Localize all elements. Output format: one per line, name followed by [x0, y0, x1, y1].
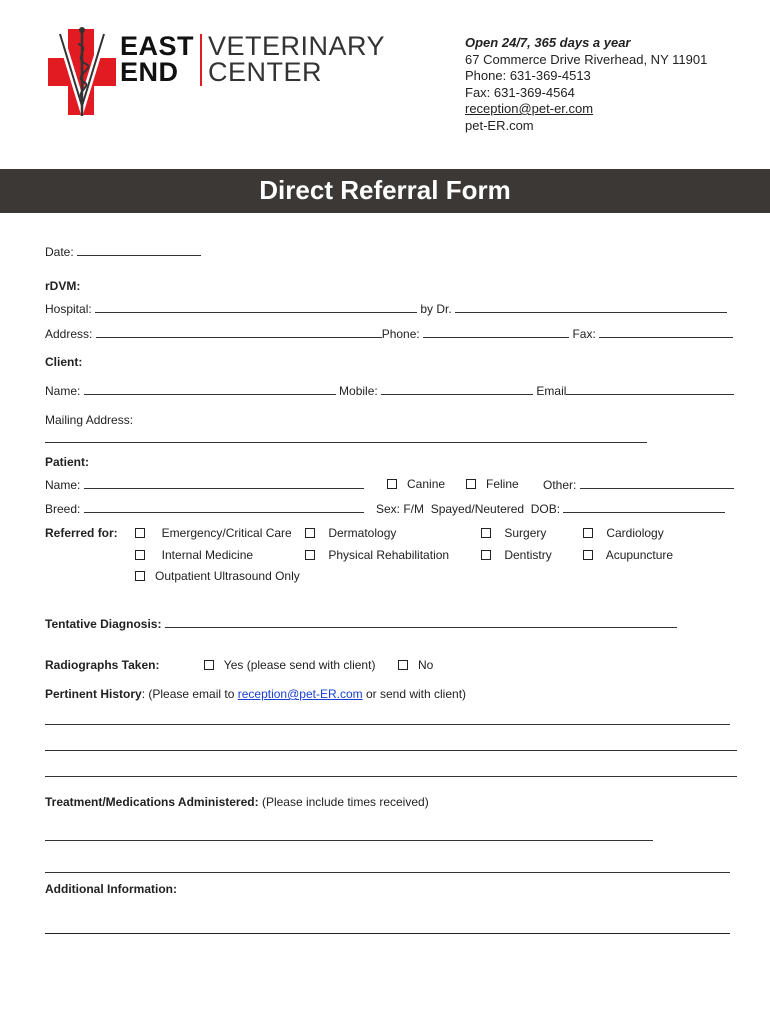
cardiology-checkbox[interactable] — [583, 528, 593, 538]
contact-fax: Fax: 631-369-4564 — [465, 84, 575, 100]
patient-name-field[interactable] — [84, 477, 364, 489]
rdvm-fax-label: Fax: — [572, 327, 596, 341]
page-title: Direct Referral Form — [259, 175, 511, 205]
radiographs-no-checkbox[interactable] — [398, 660, 408, 670]
physical-rehab-checkbox[interactable] — [305, 550, 315, 560]
other-field[interactable] — [580, 477, 734, 489]
contact-info — [465, 35, 707, 134]
history-row — [45, 687, 466, 701]
logo-divider — [200, 34, 202, 86]
rdvm-address-row — [45, 326, 733, 341]
hospital-field[interactable] — [95, 301, 417, 313]
client-email-label: Email — [536, 384, 567, 398]
option-internal-medicine — [135, 548, 253, 562]
dentistry-label: Dentistry — [504, 548, 552, 562]
breed-label: Breed: — [45, 502, 81, 516]
contact-web: pet-ER.com — [465, 117, 534, 133]
patient-name-label: Name: — [45, 478, 81, 492]
surgery-checkbox[interactable] — [481, 528, 491, 538]
feline-row — [466, 477, 519, 491]
rdvm-address-field[interactable] — [96, 326, 382, 338]
client-heading: Client: — [45, 355, 83, 369]
surgery-label: Surgery — [504, 526, 547, 540]
mailing-address-field[interactable] — [45, 431, 647, 443]
canine-label: Canine — [407, 477, 446, 491]
dermatology-checkbox[interactable] — [305, 528, 315, 538]
logo-word-center: CENTER — [208, 57, 323, 87]
radiographs-no-label: No — [418, 658, 434, 672]
radiographs-label: Radiographs Taken: — [45, 658, 160, 672]
other-row — [543, 477, 734, 492]
dentistry-checkbox[interactable] — [481, 550, 491, 560]
patient-breed-row — [45, 501, 364, 516]
diagnosis-row — [45, 616, 677, 631]
additional-info-line[interactable] — [45, 922, 730, 934]
history-label: Pertinent History — [45, 687, 142, 701]
treatment-line-1[interactable] — [45, 829, 653, 841]
doctor-field[interactable] — [455, 301, 727, 313]
ultrasound-label: Outpatient Ultrasound Only — [155, 569, 300, 583]
contact-address: 67 Commerce Drive Riverhead, NY 11901 — [465, 51, 708, 67]
radiographs-yes-label: Yes (please send with client) — [223, 658, 376, 672]
title-banner — [0, 169, 770, 213]
option-ultrasound — [135, 569, 300, 583]
contact-phone: Phone: 631-369-4513 — [465, 68, 591, 83]
option-acupuncture — [583, 548, 673, 562]
internal-medicine-checkbox[interactable] — [135, 550, 145, 560]
caduceus-cross-icon — [48, 26, 120, 118]
treatment-row — [45, 795, 429, 809]
cardiology-label: Cardiology — [606, 526, 664, 540]
client-name-label: Name: — [45, 384, 81, 398]
physical-rehab-label: Physical Rehabilitation — [328, 548, 450, 562]
breed-field[interactable] — [84, 501, 364, 513]
history-email-link[interactable]: reception@pet-ER.com — [237, 687, 363, 701]
date-field[interactable] — [77, 244, 201, 256]
dob-label: DOB: — [530, 502, 561, 516]
radiographs-no-option — [398, 658, 433, 672]
ultrasound-checkbox[interactable] — [135, 571, 145, 581]
client-name-field[interactable] — [84, 383, 336, 395]
treatment-label: Treatment/Medications Administered: — [45, 795, 259, 809]
by-dr-label: by Dr. — [420, 302, 452, 316]
sex-label: Sex: F/M — [376, 502, 425, 516]
rdvm-hospital-row — [45, 301, 727, 316]
canine-checkbox[interactable] — [387, 479, 397, 489]
additional-info-label: Additional Information: — [45, 882, 177, 896]
sex-row — [376, 501, 725, 516]
rdvm-heading: rDVM: — [45, 279, 81, 293]
internal-medicine-label: Internal Medicine — [161, 548, 254, 562]
option-emergency — [135, 526, 292, 540]
history-note-b: or send with client) — [362, 687, 467, 701]
history-line-1[interactable] — [45, 713, 730, 725]
logo-word-end: END — [120, 57, 179, 87]
emergency-label: Emergency/Critical Care — [161, 526, 292, 540]
logo-word-east: EAST — [120, 31, 195, 61]
acupuncture-checkbox[interactable] — [583, 550, 593, 560]
hospital-label: Hospital: — [45, 302, 92, 316]
dermatology-label: Dermatology — [328, 526, 397, 540]
clinic-logo — [48, 26, 408, 118]
history-note-a: : (Please email to — [141, 687, 238, 701]
option-cardiology — [583, 526, 664, 540]
other-label: Other: — [543, 478, 577, 492]
client-mobile-label: Mobile: — [339, 384, 378, 398]
mailing-address-label: Mailing Address: — [45, 413, 134, 427]
rdvm-address-label: Address: — [45, 327, 93, 341]
treatment-line-2[interactable] — [45, 861, 730, 873]
rdvm-phone-label: Phone: — [381, 327, 420, 341]
date-label: Date: — [45, 245, 74, 259]
history-line-3[interactable] — [45, 765, 737, 777]
option-physical-rehab — [305, 548, 449, 562]
diagnosis-label: Tentative Diagnosis: — [45, 617, 162, 631]
rdvm-fax-field[interactable] — [599, 326, 733, 338]
species-row — [387, 477, 445, 491]
treatment-note: (Please include times received) — [258, 795, 429, 809]
history-line-2[interactable] — [45, 739, 737, 751]
patient-name-row — [45, 477, 364, 492]
radiographs-yes-option — [204, 658, 375, 672]
contact-tagline: Open 24/7, 365 days a year — [465, 35, 631, 50]
radiographs-yes-checkbox[interactable] — [204, 660, 214, 670]
dob-field[interactable] — [563, 501, 725, 513]
referred-for-label: Referred for: — [45, 526, 118, 540]
feline-checkbox[interactable] — [466, 479, 476, 489]
diagnosis-field[interactable] — [165, 616, 677, 628]
spayed-label: Spayed/Neutered — [430, 502, 525, 516]
feline-label: Feline — [486, 477, 519, 491]
option-surgery — [481, 526, 546, 540]
acupuncture-label: Acupuncture — [605, 548, 674, 562]
client-mobile-field[interactable] — [381, 383, 533, 395]
logo-word-veterinary: VETERINARY — [208, 31, 386, 61]
option-dermatology — [305, 526, 396, 540]
client-name-row — [45, 383, 734, 398]
date-row — [45, 244, 201, 259]
contact-email-link[interactable]: reception@pet-er.com — [465, 101, 594, 116]
option-dentistry — [481, 548, 552, 562]
rdvm-phone-field[interactable] — [423, 326, 569, 338]
emergency-checkbox[interactable] — [135, 528, 145, 538]
patient-heading: Patient: — [45, 455, 90, 469]
client-email-field[interactable] — [566, 383, 734, 395]
